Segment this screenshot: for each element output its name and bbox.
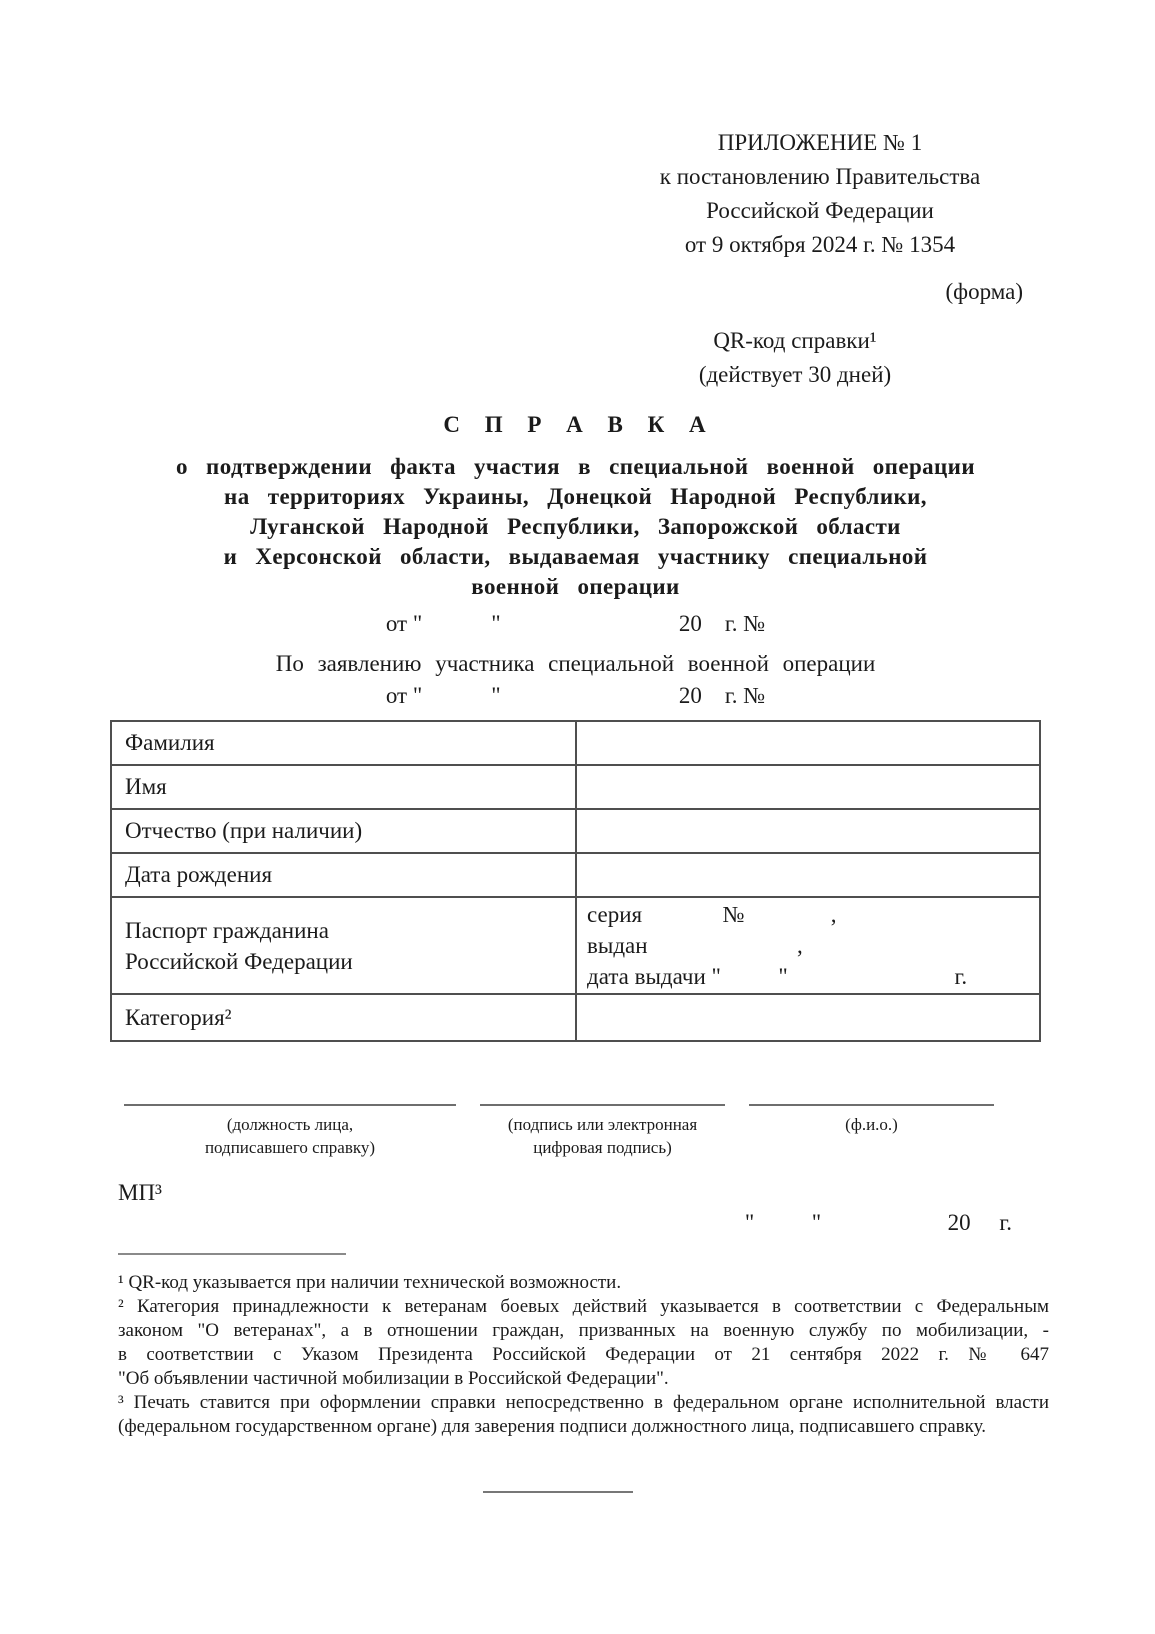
footnote-2-line: законом "О ветеранах", а в отношении граждан, призванных на военную службу по мобилизации, - — [118, 1320, 1049, 1341]
category-label: Категория² — [111, 994, 576, 1041]
title-description — [110, 452, 1041, 602]
appendix-line: от 9 октября 2024 г. № 1354 — [684, 232, 956, 257]
passport-value-cell — [576, 897, 1040, 994]
footnote-2-line: ² Категория принадлежности к ветеранам боевых действий указывается в соответствии с Федеральным — [118, 1296, 1049, 1317]
fio-signature-line — [749, 1104, 994, 1106]
birthdate-label: Дата рождения — [111, 853, 576, 897]
footnote-2-line: в соответствии с Указом Президента Российской Федерации от 21 сентября 2022 г. № 647 — [118, 1344, 1049, 1365]
signature-position-column — [124, 1104, 456, 1159]
title-description-line: военной операции — [471, 574, 680, 599]
footnote-2 — [118, 1295, 1049, 1391]
table-row-firstname — [111, 765, 1040, 809]
passport-series-line: серия № , — [587, 902, 837, 927]
signature-sign-column — [480, 1104, 725, 1159]
document-title: С П Р А В К А — [443, 412, 708, 437]
table-row-category — [111, 994, 1040, 1041]
footnote-3 — [118, 1391, 1049, 1439]
application-date-line: от " " 20 г. № — [385, 683, 766, 708]
footnote-separator — [118, 1253, 346, 1255]
signature-fio-column — [749, 1104, 994, 1159]
appendix-line: ПРИЛОЖЕНИЕ № 1 — [717, 130, 923, 155]
sign-caption-line: (подпись или электронная — [507, 1115, 698, 1134]
appendix-line: Российской Федерации — [706, 198, 934, 223]
passport-label-line: Российской Федерации — [125, 948, 353, 974]
footnote-2-line: "Об объявлении частичной мобилизации в Российской Федерации". — [118, 1368, 669, 1389]
passport-issue-date-line: дата выдачи " " г. — [587, 964, 968, 989]
title-description-line: о подтверждении факта участия в специальной военной операции — [176, 454, 975, 479]
position-caption-line: (должность лица, — [226, 1115, 354, 1134]
table-row-surname — [111, 721, 1040, 765]
certificate-date-line: " " 20 г. — [744, 1210, 1012, 1235]
forma-label: (форма) — [945, 279, 1023, 304]
signature-section — [124, 1104, 1155, 1159]
stamp-mark: МП³ — [118, 1180, 162, 1205]
title-description-line: на территориях Украины, Донецкой Народной Республики, — [224, 484, 927, 509]
title-description-line: и Херсонской области, выдаваемая участнику специальной — [223, 544, 928, 569]
table-row-patronymic — [111, 809, 1040, 853]
application-statement: По заявлению участника специальной военной операции — [275, 651, 876, 676]
position-signature-line — [124, 1104, 456, 1106]
qr-code-block — [585, 324, 1005, 392]
footnote-1: ¹ QR-код указывается при наличии технической возможности. — [118, 1272, 622, 1293]
position-caption — [124, 1113, 456, 1159]
page-end-rule — [483, 1491, 633, 1493]
passport-issued-line: выдан , — [587, 933, 803, 958]
footnote-3-line: ³ Печать ставится при оформлении справки непосредственно в федеральном органе исполнительной власти — [118, 1392, 1049, 1413]
fio-caption: (ф.и.о.) — [845, 1115, 898, 1134]
table-row-passport — [111, 897, 1040, 994]
table-row-birthdate — [111, 853, 1040, 897]
footnote-3-line: (федеральном государственном органе) для заверения подписи должностного лица, подписавшего справку. — [118, 1416, 986, 1437]
category-value-cell — [576, 994, 1040, 1041]
person-info-table — [110, 720, 1041, 1042]
title-description-line: Луганской Народной Республики, Запорожской области — [250, 514, 901, 539]
appendix-line: к постановлению Правительства — [659, 164, 981, 189]
passport-label-line: Паспорт гражданина — [125, 917, 329, 943]
surname-value-cell — [576, 721, 1040, 765]
patronymic-label: Отчество (при наличии) — [111, 809, 576, 853]
appendix-header — [605, 126, 1035, 262]
sign-caption — [480, 1113, 725, 1159]
passport-label — [111, 897, 576, 994]
footnotes-block — [118, 1271, 1049, 1439]
sign-caption-line: цифровая подпись) — [533, 1138, 672, 1157]
position-caption-line: подписавшего справку) — [204, 1138, 376, 1157]
patronymic-value-cell — [576, 809, 1040, 853]
sign-signature-line — [480, 1104, 725, 1106]
issue-date-line: от " " 20 г. № — [385, 611, 766, 636]
qr-validity-label: (действует 30 дней) — [698, 362, 892, 387]
firstname-value-cell — [576, 765, 1040, 809]
surname-label: Фамилия — [111, 721, 576, 765]
firstname-label: Имя — [111, 765, 576, 809]
birthdate-value-cell — [576, 853, 1040, 897]
qr-code-label: QR-код справки¹ — [713, 328, 877, 353]
